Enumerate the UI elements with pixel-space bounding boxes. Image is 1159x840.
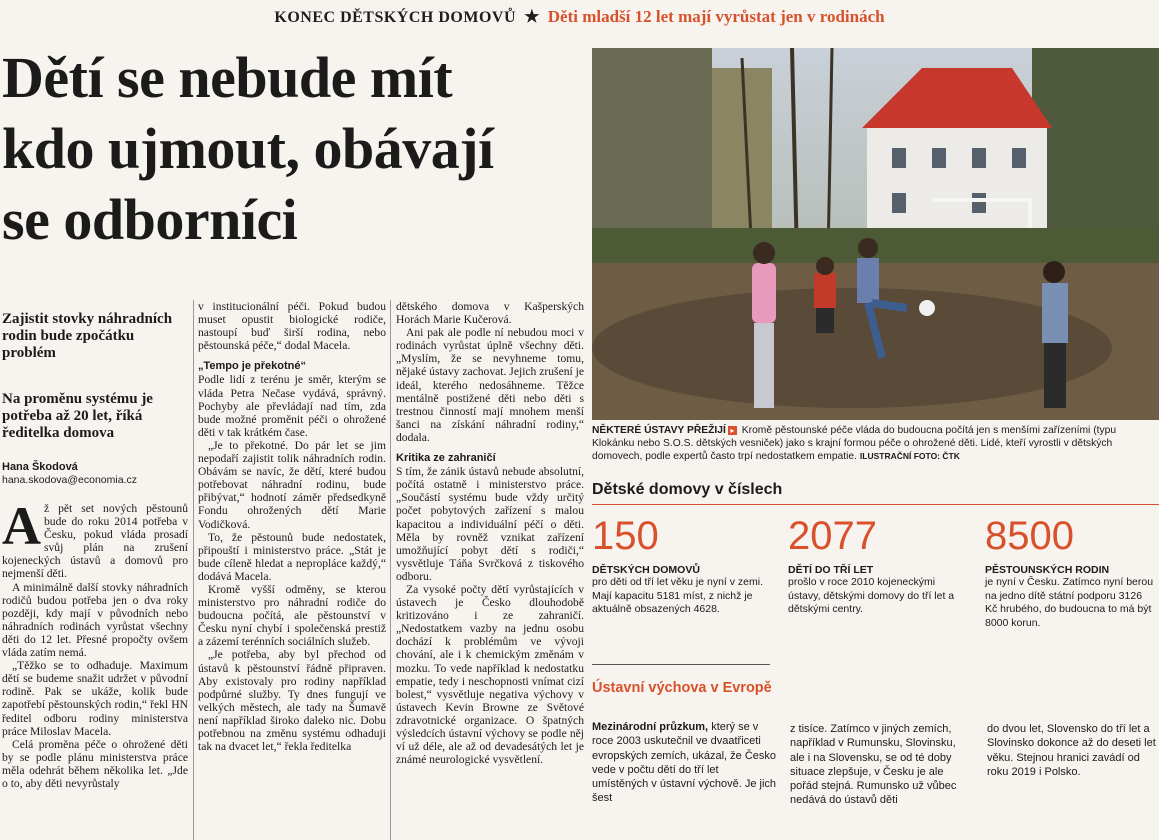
stat-item xyxy=(788,514,968,617)
stat-head: DĚTSKÝCH DOMOVŮ xyxy=(592,564,700,576)
dropcap: A xyxy=(2,502,41,556)
stat-item xyxy=(985,514,1157,630)
headline-line: kdo ujmout, obávají xyxy=(2,116,494,181)
europe-text: který se v roce 2003 uskutečnil ve dvaatřiceti evropských zemích, ukázal, že Česko vede v počtu dětí do tří let umístěných v ústavní výchově. Je jich šest xyxy=(592,721,777,805)
paragraph: A minimálně další stovky náhradních rodičů budou potřeba jen o dva roky později, kdy mají v původních nebo náhradních rodinách vyrůstat všechny děti do 12 let. Přesné propočty ovšem vláda zatím nemá. xyxy=(2,580,188,660)
europe-col-2: z tisíce. Zatímco v jiných zemích, například v Rumunsku, Slovinsku, ale i na Slovensku, se od té doby situace zlepšuje, v Česku je ale pořád stejná. Rumunsko už vůbec nedává do ústavů děti xyxy=(790,723,957,807)
kicker-tagline: Děti mladší 12 let mají vyrůstat jen v rodinách xyxy=(547,7,885,26)
europe-title: Ústavní výchova v Evropě xyxy=(592,680,772,696)
paragraph: ž pět set nových pěstounů bude do roku 2014 potřeba v Česku, pokud vláda prosadí svůj plán na zrušení kojeneckých ústavů a domovů pro nejmenší děti. xyxy=(2,502,188,581)
article-col-2 xyxy=(198,300,386,840)
stats-rule xyxy=(592,504,1159,505)
paragraph: S tím, že zánik ústavů nebude absolutní, počítá ostatně i ministerstvo práce. „Součástí systému bude vždy určitý počet pobytových zařízení s malou kapacitou a individuální péčí o děti. Měla by rovněž vznikat zařízení umožňující pobyt dětí s rodiči,“ vysvětluje Táňa Svrčková z tiskového odboru. xyxy=(396,465,584,583)
article-col-1 xyxy=(2,502,188,840)
paragraph: To, že pěstounů bude nedostatek, připouští i ministerstvo práce. „Stát je bude cíleně hledat a nepropláce každý,“ dodává Macela. xyxy=(198,530,386,583)
caption-text: Kromě pěstounské péče vláda do budoucna počítá jen s menšími zařízeními (typu Klokánku nebo S.O.S. dětských vesniček) jako s krajní formou péče o ohrožené děti. Lidé, kteří vyrostli v dětských domovech, podle expertů často trpí nedostatkem empatie. xyxy=(592,425,1117,462)
byline-name: Hana Škodová xyxy=(2,461,78,473)
kicker-star: ★ xyxy=(524,7,540,26)
stat-number: 150 xyxy=(592,514,659,558)
subheading: „Tempo je překotné“ xyxy=(198,360,306,373)
paragraph: dětského domova v Kašperských Horách Marie Kučerová. xyxy=(396,300,584,327)
photo-illustration xyxy=(592,48,1159,420)
stat-head: PĚSTOUNSKÝCH RODIN xyxy=(985,564,1110,576)
paragraph: v institucionální péči. Pokud budou muset opustit biologické rodiče, nastoupí buď širší rodina, nebo pěstounská péče,“ dodal Macela. xyxy=(198,300,386,353)
stat-number: 8500 xyxy=(985,514,1074,558)
article-col-3 xyxy=(396,300,584,840)
headline-line: Dětí se nebude mít xyxy=(2,45,453,110)
subheading: Kritika ze zahraničí xyxy=(396,452,496,465)
paragraph: Podle lidí z terénu je směr, kterým se vláda Petra Nečase vydává, správný. Pochyby ale převládají nad tím, zda bude možné proměnit péči o ohrožené děti v tak krátkém čase. xyxy=(198,373,386,439)
europe-col-3: do dvou let, Slovensko do tří let a Slovinsko dokonce až do deseti let věku. Stejnou hranici zavádí od roku 2019 i Polsko. xyxy=(987,723,1156,778)
paragraph: Ani pak ale podle ní nebudou moci v rodinách vyrůstat úplně všechny děti. „Myslím, že se nevyhneme tomu, nějaké ústavy zachovat. Jejich zrušení je ideál, kterého nedosáhneme. Těžce mentálně postižené děti nebo děti s trestnou činností mají mnohem menší šanci na získání náhradní rodiny,“ dodala. xyxy=(396,326,584,444)
lead-2: Na proměnu systému je potřeba až 20 let, říká ředitelka domova xyxy=(2,391,153,441)
byline-email: hana.skodova@economia.cz xyxy=(2,474,137,486)
section-kicker xyxy=(0,0,1159,34)
stat-text: prošlo v roce 2010 kojeneckými ústavy, dětskými domovy do tří let a dětskými centry. xyxy=(788,576,955,615)
europe-lead: Mezinárodní průzkum, xyxy=(592,721,709,733)
photo xyxy=(592,48,1159,420)
paragraph: Za vysoké počty dětí vyrůstajících v ústavech je Česko dlouhodobě kritizováno i ze zahraničí. „Nedostatkem vazby na jednu osobu dochází k problémům ve vývoji chování, ale i k chemickým změnám v mozku. To vede například k nedostatku empatie, tedy i neschopnosti vnímat cizí bolest,“ vysvětluje negativa výchovy v ústavech Kevin Browne ze Světové zdravotnické organizace. O špatných výsledcích ústavní výchovy se podle něj ví už déle, ale až od devadesátých let je známé neurologické vysvětlení. xyxy=(396,582,584,767)
europe-rule xyxy=(592,664,770,665)
paragraph: „Je potřeba, aby byl přechod od ústavů k pěstounství řádně připraven. Aby existovaly pro rodiny například podpůrné služby. Ty dnes fungují ve velkých městech, ale tady na Šumavě není například široko daleko nic. Dobu potřebnou na změnu systému odhaduji tak na dvacet let,“ řekla ředitelka xyxy=(198,648,386,754)
paragraph: Celá proměna péče o ohrožené děti by se podle plánu ministerstva práce měla odehrát během několika let. „Jde o to, aby děti nevyrůstaly xyxy=(2,737,188,790)
headline xyxy=(2,42,587,255)
paragraph: Kromě vyšší odměny, se kterou ministerstvo pro náhradní rodiče do budoucna počítá, ale pěstounství v Česku nyní chybí i společenská prestiž a zázemí terénních sociálních služeb. xyxy=(198,582,386,649)
column-rule xyxy=(193,300,194,840)
headline-line: se odborníci xyxy=(2,187,298,252)
photo-caption xyxy=(592,424,1152,463)
stat-text: pro děti od tří let věku je nyní v zemi. Mají kapacitu 5181 míst, z nichž je aktuálně obsazených 4628. xyxy=(592,576,763,615)
paragraph: „Těžko se to odhaduje. Maximum dětí se budeme snažit udržet v původní rodině. Pak se ukáže, kolik bude zapotřebí pěstounských rodin,“ řekl HN ředitel odboru rodiny ministerstva práce Miloslav Macela. xyxy=(2,659,188,738)
caption-arrow-icon: ▸ xyxy=(728,426,737,435)
stat-text: je nyní v Česku. Zatímco nyní berou na jedno dítě státní podporu 3126 Kč hrubého, do budoucna to má být 8000 korun. xyxy=(985,576,1154,629)
caption-head: NĚKTERÉ ÚSTAVY PŘEŽIJÍ xyxy=(592,425,726,436)
stat-item xyxy=(592,514,777,617)
stat-head: DĚTÍ DO TŘÍ LET xyxy=(788,564,874,576)
stats-title: Dětské domovy v číslech xyxy=(592,481,783,498)
column-rule xyxy=(390,300,391,840)
paragraph: „Je to překotné. Do pár let se jim nepodaří zajistit tolik náhradních rodin. Obávám se navíc, že dětí, které budou potřebovat náhradní rodinu, bude přibývat,“ hodnotí záměr předsedkyně Fondu ohrožených dětí Marie Vodičková. xyxy=(198,438,386,531)
stat-number: 2077 xyxy=(788,514,877,558)
kicker-section: KONEC DĚTSKÝCH DOMOVŮ xyxy=(274,9,517,26)
photo-credit: ILUSTRAČNÍ FOTO: ČTK xyxy=(859,451,960,461)
lead-1: Zajistit stovky náhradních rodin bude zpočátku problém xyxy=(2,311,173,361)
europe-col-1 xyxy=(592,720,777,806)
